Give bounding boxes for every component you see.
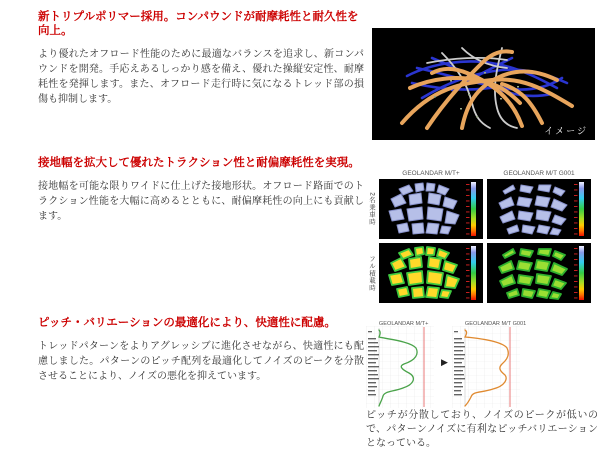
section-compound-heading: 新トリプルポリマー採用。コンパウンドが耐摩耗性と耐久性を向上。 (38, 11, 359, 37)
comparison-column-headers (379, 166, 596, 179)
contact-patch-mtplus-full-load (379, 243, 483, 303)
noise-chart-mtplus-title: GEOLANDAR M/T+ (378, 319, 429, 326)
section-compound-body: より優れたオフロード性能のために最適なバランスを追求し、新コンパウンドを開発。手応えあるしっかり感を備え、優れた操縦安定性、耐摩耗性を発揮します。また、オフロード走行時に気になるトレッド部の損傷も抑制します。 (38, 49, 364, 105)
comparison-row-full-load (366, 243, 596, 303)
contact-patch-g001-full-load (487, 243, 591, 303)
noise-profile-plot-g001 (452, 326, 520, 408)
row-label-full-load: フル積載時 (368, 255, 377, 291)
column-header-mtplus: GEOLANDAR M/T+ (402, 168, 460, 177)
comparison-row-light-load (366, 179, 596, 239)
section-contact-patch (38, 156, 364, 224)
contact-patch-mtplus-light-load (379, 179, 483, 239)
contact-patch-comparison (366, 166, 596, 307)
section-pitch-variation (38, 316, 364, 384)
section-compound (38, 10, 364, 107)
section-pitch-heading: ピッチ・バリエーションの最適化により、快適性に配慮。 (38, 317, 336, 329)
polymer-structure-image (372, 28, 595, 140)
arrow-right-icon: ▶ (441, 357, 448, 367)
section-contact-patch-body: 接地幅を可能な限りワイドに仕上げた接地形状。オフロード路面でのトラクション性能を大幅に高めるとともに、耐偏摩耗性の向上にも貢献します。 (38, 181, 364, 222)
row-label-light-load: 2名乗車時 (368, 192, 377, 226)
section-contact-patch-heading: 接地幅を拡大して優れたトラクション性と耐偏摩耗性を実現。 (38, 157, 360, 169)
image-caption-label: イメージ (544, 126, 588, 136)
column-header-g001: GEOLANDAR M/T G001 (503, 168, 575, 177)
section-pitch-body: トレッドパターンをよりアグレッシブに進化させながら、快適性にも配慮しました。パターンのピッチ配列を最適化してノイズのピークを分散させることにより、ノイズの悪化を抑えています。 (38, 341, 364, 382)
noise-chart-caption: ピッチが分散しており、ノイズのピークが低いので、パターンノイズに有利なピッチバリエーションとなっている。 (366, 410, 598, 449)
noise-profile-plot-mtplus (366, 326, 434, 408)
noise-chart-g001 (452, 316, 527, 408)
noise-chart-g001-title: GEOLANDAR M/T G001 (464, 319, 527, 326)
noise-chart-mtplus (366, 316, 434, 408)
contact-patch-g001-light-load (487, 179, 591, 239)
